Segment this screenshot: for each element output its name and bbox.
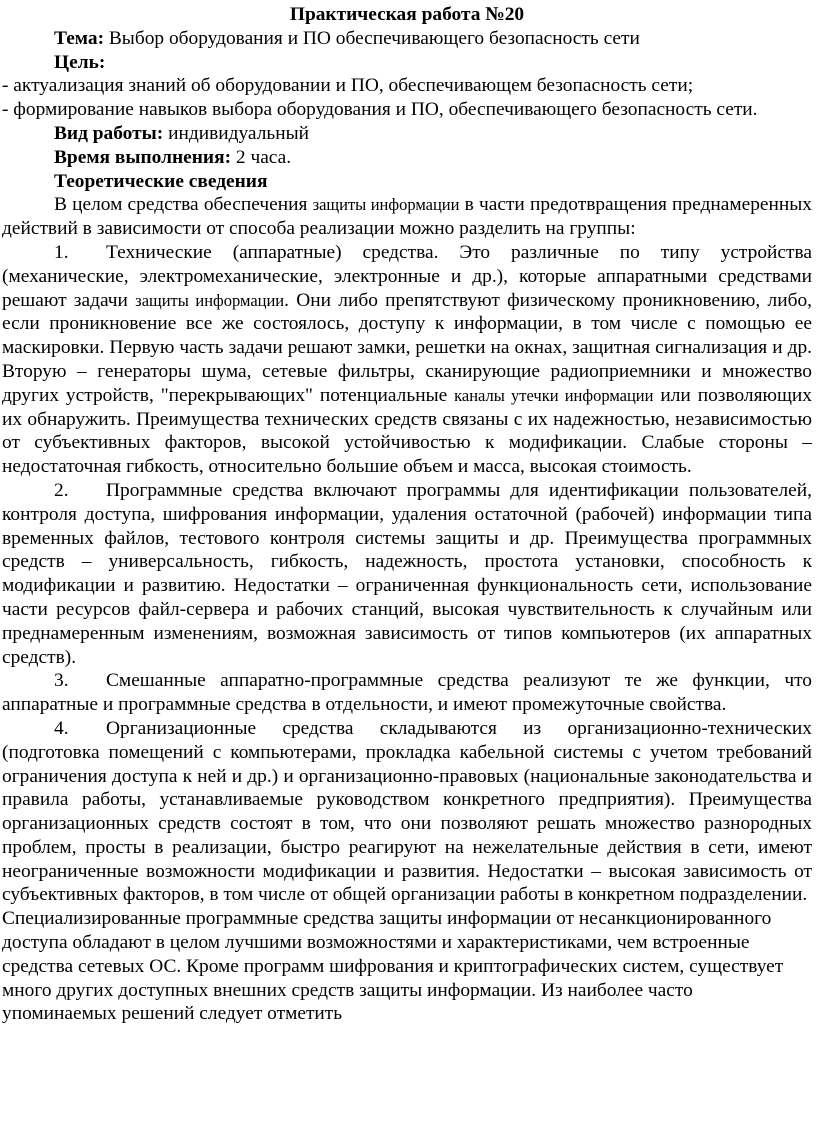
list-text: Смешанные аппаратно-программные средства реализуют те же функции, что аппаратные и программные средства в отдельности, и имеют промежуточные свойства. xyxy=(2,670,812,716)
work-type-value: индивидуальный xyxy=(163,122,310,144)
list-text: Организационные средства складываются из организационно-технических (подготовка помещений с компьютерами, прокладка кабельной системы с учетом требований ограничения доступа к ней и др.) и организационно-правовых (национальные законодательства и правила работы, устанавливаемые руководством конкретного предприятия). Преимущества организационных средств состоят в том, что они позволяют решать множество разнородных проблем, просты в реализации, быстро реагируют на нежелательные действия в сети, имеют неограниченные возможности модификации и развития. Недостатки – высокая зависимость от субъективных факторов, в том числе от общей организации работы в конкретном подразделении. xyxy=(2,717,812,906)
list-item-hardware xyxy=(2,241,812,479)
work-type-label: Вид работы: xyxy=(54,122,164,144)
list-text: Программные средства включают программы для идентификации пользователей, контроля доступа, шифрования информации, удаления остаточной (рабочей) информации типа временных файлов, тестового контроля системы защиты и др. Преимущества программных средств – универсальность, гибкость, надежность, простота установки, способность к модификации и развитию. Недостатки – ограниченная функциональность сети, использование части ресурсов файл-сервера и рабочих станций, высокая чувствительность к случайным или преднамеренным изменениям, возможная зависимость от типов компьютеров (их аппаратных средств). xyxy=(2,479,812,668)
duration-value: 2 часа. xyxy=(231,146,292,168)
duration-label: Время выполнения: xyxy=(54,146,232,168)
document-title: Практическая работа №20 xyxy=(289,4,525,25)
list-item-mixed xyxy=(2,669,812,717)
goal-label: Цель: xyxy=(54,51,106,73)
intro-link-text: защиты информации xyxy=(312,195,460,215)
intro-text: в части предотвращения преднамеренных действий в зависимости от способа реализации можно разделить на группы: xyxy=(2,194,812,240)
topic-line xyxy=(2,27,812,51)
list-number: 3. xyxy=(54,670,69,692)
theory-heading: Теоретические сведения xyxy=(54,170,268,192)
list-link-text: каналы утечки информации xyxy=(454,385,654,405)
intro-text: В целом средства обеспечения xyxy=(54,194,313,216)
theory-intro xyxy=(2,193,812,241)
list-item-software xyxy=(2,479,812,669)
topic-label: Тема: xyxy=(54,27,105,49)
work-type-line xyxy=(2,122,812,146)
list-text: . Они либо препятствуют физическому проникновению, либо, если проникновение все же состоялось, доступу к информации, в том числе с помощью ее маскировки. Первую часть задачи решают замки, решетки на окнах, защитная сигнализация и др. Вторую – генераторы шума, сетевые фильтры, сканирующие радиоприемники и множество других устройств, "перекрывающих" потенциальные xyxy=(2,289,812,406)
list-item-organizational xyxy=(2,717,812,907)
topic-text: Выбор оборудования и ПО обеспечивающего безопасность сети xyxy=(104,27,640,49)
list-number: 2. xyxy=(54,479,69,501)
list-number: 4. xyxy=(54,717,69,739)
list-number: 1. xyxy=(54,241,69,263)
list-text: или позволяющих их обнаружить. Преимущества технических средств связаны с их надежностью, независимостью от субъективных факторов, высокой устойчивостью к модификации. Слабые стороны – недостаточная гибкость, относительно большие объем и масса, высокая стоимость. xyxy=(2,384,812,478)
goal-item: - формирование навыков выбора оборудования и ПО, обеспечивающего безопасность сети. xyxy=(2,99,758,121)
list-link-text: защиты информации xyxy=(135,290,285,310)
duration-line xyxy=(2,146,812,170)
list-text: Технические (аппаратные) средства. Это различные по типу устройства (механические, электромеханические, электронные и др.), которые аппаратными средствами решают задачи xyxy=(2,241,812,311)
final-paragraph: Специализированные программные средства защиты информации от несанкционированного доступа обладают в целом лучшими возможностями и характеристиками, чем встроенные средства сетевых ОС. Кроме программ шифрования и криптографических систем, существует много других доступных внешних средств защиты информации. Из наиболее часто упоминаемых решений следует отметить xyxy=(2,908,784,1025)
goal-item: - актуализация знаний об оборудовании и ПО, обеспечивающем безопасность сети; xyxy=(2,75,694,97)
